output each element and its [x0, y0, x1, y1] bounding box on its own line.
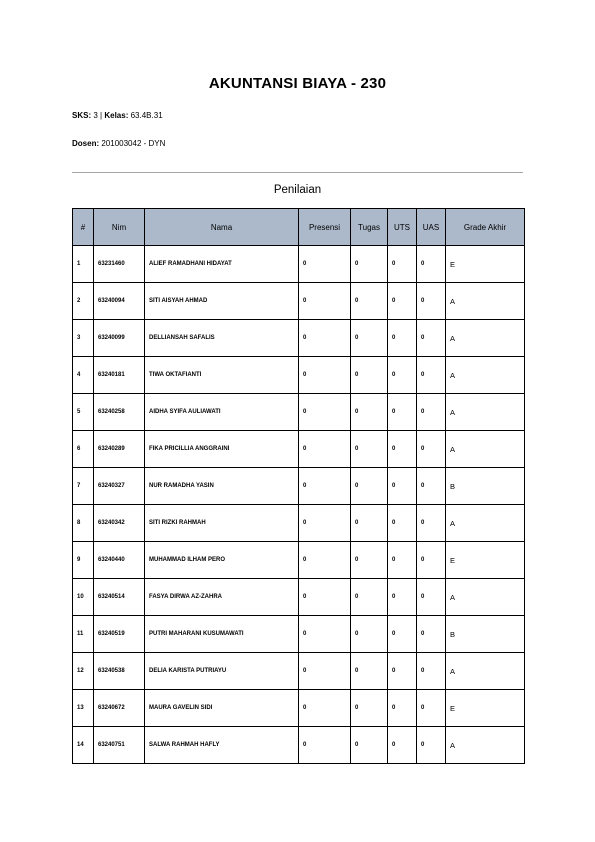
cell-grade: A — [446, 727, 525, 764]
cell-nama: PUTRI MAHARANI KUSUMAWATI — [145, 616, 299, 653]
dosen-label: Dosen: — [72, 139, 100, 148]
cell-no: 2 — [73, 283, 94, 320]
header-uts: UTS — [388, 209, 417, 246]
cell-uas: 0 — [417, 283, 446, 320]
kelas-value: 63.4B.31 — [130, 111, 163, 120]
cell-no: 8 — [73, 505, 94, 542]
cell-nama: MUHAMMAD ILHAM PERO — [145, 542, 299, 579]
cell-grade: A — [446, 394, 525, 431]
cell-nama: SITI AISYAH AHMAD — [145, 283, 299, 320]
page-title: AKUNTANSI BIAYA - 230 — [208, 75, 387, 92]
cell-tugas: 0 — [351, 394, 388, 431]
cell-grade: A — [446, 283, 525, 320]
cell-nim: 63240672 — [94, 690, 145, 727]
cell-tugas: 0 — [351, 246, 388, 283]
cell-uts: 0 — [388, 727, 417, 764]
cell-nim: 63240751 — [94, 727, 145, 764]
cell-nama: FASYA DIRWA AZ-ZAHRA — [145, 579, 299, 616]
header-no: # — [73, 209, 94, 246]
cell-uts: 0 — [388, 394, 417, 431]
cell-nama: MAURA GAVELIN SIDI — [145, 690, 299, 727]
cell-uts: 0 — [388, 616, 417, 653]
cell-presensi: 0 — [299, 616, 351, 653]
cell-nim: 63240342 — [94, 505, 145, 542]
cell-uts: 0 — [388, 505, 417, 542]
cell-presensi: 0 — [299, 283, 351, 320]
cell-nim: 63240094 — [94, 283, 145, 320]
cell-no: 5 — [73, 394, 94, 431]
cell-uas: 0 — [417, 394, 446, 431]
lecturer-meta — [72, 139, 165, 148]
table-body — [73, 246, 525, 764]
cell-no: 14 — [73, 727, 94, 764]
cell-uas: 0 — [417, 431, 446, 468]
cell-tugas: 0 — [351, 727, 388, 764]
cell-presensi: 0 — [299, 542, 351, 579]
sks-label: SKS: — [72, 111, 92, 120]
cell-uts: 0 — [388, 357, 417, 394]
cell-presensi: 0 — [299, 579, 351, 616]
dosen-value: 201003042 - DYN — [101, 139, 166, 148]
cell-uas: 0 — [417, 505, 446, 542]
header-nim: Nim — [94, 209, 145, 246]
cell-nim: 63240440 — [94, 542, 145, 579]
cell-nama: TIWA OKTAFIANTI — [145, 357, 299, 394]
cell-presensi: 0 — [299, 727, 351, 764]
cell-grade: E — [446, 246, 525, 283]
table-row — [73, 246, 525, 283]
cell-nama: ALIEF RAMADHANI HIDAYAT — [145, 246, 299, 283]
table-row — [73, 357, 525, 394]
cell-uts: 0 — [388, 653, 417, 690]
kelas-label: Kelas: — [104, 111, 129, 120]
cell-nim: 63240514 — [94, 579, 145, 616]
cell-tugas: 0 — [351, 653, 388, 690]
course-meta — [72, 111, 163, 120]
table-row — [73, 431, 525, 468]
cell-presensi: 0 — [299, 357, 351, 394]
cell-tugas: 0 — [351, 468, 388, 505]
cell-grade: A — [446, 505, 525, 542]
cell-no: 4 — [73, 357, 94, 394]
cell-no: 9 — [73, 542, 94, 579]
cell-tugas: 0 — [351, 542, 388, 579]
header-tugas: Tugas — [351, 209, 388, 246]
cell-uas: 0 — [417, 542, 446, 579]
cell-uts: 0 — [388, 542, 417, 579]
cell-nim: 63231460 — [94, 246, 145, 283]
cell-tugas: 0 — [351, 690, 388, 727]
section-title: Penilaian — [273, 184, 322, 196]
cell-presensi: 0 — [299, 653, 351, 690]
cell-no: 11 — [73, 616, 94, 653]
table-row — [73, 505, 525, 542]
cell-no: 7 — [73, 468, 94, 505]
cell-grade: A — [446, 653, 525, 690]
table-row — [73, 616, 525, 653]
cell-presensi: 0 — [299, 246, 351, 283]
cell-uas: 0 — [417, 690, 446, 727]
cell-presensi: 0 — [299, 431, 351, 468]
cell-nama: NUR RAMADHA YASIN — [145, 468, 299, 505]
header-uas: UAS — [417, 209, 446, 246]
cell-presensi: 0 — [299, 320, 351, 357]
cell-nama: DELLIANSAH SAFALIS — [145, 320, 299, 357]
cell-uts: 0 — [388, 246, 417, 283]
table-row — [73, 690, 525, 727]
cell-nim: 63240327 — [94, 468, 145, 505]
table-row — [73, 579, 525, 616]
cell-nama: SITI RIZKI RAHMAH — [145, 505, 299, 542]
cell-grade: B — [446, 616, 525, 653]
cell-grade: A — [446, 431, 525, 468]
cell-tugas: 0 — [351, 320, 388, 357]
cell-no: 12 — [73, 653, 94, 690]
cell-uts: 0 — [388, 468, 417, 505]
cell-nim: 63240538 — [94, 653, 145, 690]
cell-grade: E — [446, 690, 525, 727]
table-row — [73, 653, 525, 690]
cell-no: 1 — [73, 246, 94, 283]
meta-separator: | — [100, 111, 103, 120]
cell-nim: 63240099 — [94, 320, 145, 357]
table-row — [73, 542, 525, 579]
cell-nama: AIDHA SYIFA AULIAWATI — [145, 394, 299, 431]
cell-nim: 63240258 — [94, 394, 145, 431]
cell-tugas: 0 — [351, 616, 388, 653]
header-grade: Grade Akhir — [446, 209, 525, 246]
cell-grade: E — [446, 542, 525, 579]
grades-table — [72, 208, 525, 764]
cell-tugas: 0 — [351, 283, 388, 320]
table-row — [73, 727, 525, 764]
cell-grade: A — [446, 320, 525, 357]
cell-grade: A — [446, 357, 525, 394]
cell-uas: 0 — [417, 246, 446, 283]
cell-nim: 63240181 — [94, 357, 145, 394]
cell-uas: 0 — [417, 357, 446, 394]
cell-uas: 0 — [417, 320, 446, 357]
cell-no: 10 — [73, 579, 94, 616]
cell-nama: DELIA KARISTA PUTRIAYU — [145, 653, 299, 690]
cell-no: 3 — [73, 320, 94, 357]
cell-no: 13 — [73, 690, 94, 727]
cell-uts: 0 — [388, 283, 417, 320]
header-presensi: Presensi — [299, 209, 351, 246]
cell-nim: 63240289 — [94, 431, 145, 468]
cell-nim: 63240519 — [94, 616, 145, 653]
cell-uts: 0 — [388, 579, 417, 616]
cell-presensi: 0 — [299, 690, 351, 727]
table-header-row — [73, 209, 525, 246]
cell-grade: B — [446, 468, 525, 505]
cell-uas: 0 — [417, 653, 446, 690]
table-row — [73, 320, 525, 357]
cell-uas: 0 — [417, 616, 446, 653]
cell-presensi: 0 — [299, 468, 351, 505]
cell-uas: 0 — [417, 727, 446, 764]
cell-uas: 0 — [417, 579, 446, 616]
cell-uts: 0 — [388, 320, 417, 357]
table-row — [73, 394, 525, 431]
cell-presensi: 0 — [299, 394, 351, 431]
table-row — [73, 283, 525, 320]
sks-value: 3 — [93, 111, 98, 120]
cell-tugas: 0 — [351, 505, 388, 542]
cell-uts: 0 — [388, 690, 417, 727]
cell-tugas: 0 — [351, 357, 388, 394]
cell-uas: 0 — [417, 468, 446, 505]
cell-uts: 0 — [388, 431, 417, 468]
cell-presensi: 0 — [299, 505, 351, 542]
divider — [72, 172, 523, 173]
table-row — [73, 468, 525, 505]
cell-tugas: 0 — [351, 579, 388, 616]
cell-nama: FIKA PRICILLIA ANGGRAINI — [145, 431, 299, 468]
header-nama: Nama — [145, 209, 299, 246]
cell-grade: A — [446, 579, 525, 616]
cell-nama: SALWA RAHMAH HAFLY — [145, 727, 299, 764]
cell-tugas: 0 — [351, 431, 388, 468]
cell-no: 6 — [73, 431, 94, 468]
